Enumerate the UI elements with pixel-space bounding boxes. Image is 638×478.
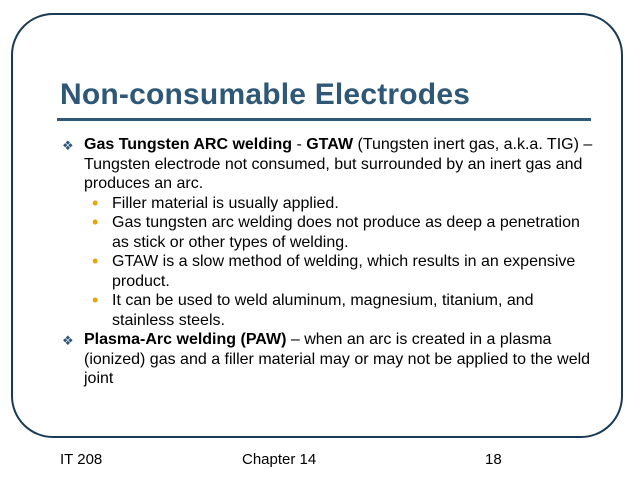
dot-bullet-icon: • [92, 290, 99, 310]
bullet-paw [60, 330, 600, 389]
footer-chapter: Chapter 14 [242, 451, 317, 468]
bullet-gtaw-sep: - [292, 136, 307, 153]
sub-bullet-1 [60, 194, 600, 214]
bullet-gtaw [60, 135, 600, 194]
diamond-bullet-icon: ❖ [62, 138, 74, 153]
dot-bullet-icon: • [92, 212, 99, 232]
footer-page-number: 18 [485, 451, 502, 468]
sub-bullet-3-text: GTAW is a slow method of welding, which results in an expensive product. [112, 253, 576, 290]
bullet-gtaw-abbr: GTAW [306, 136, 354, 153]
slide-content [60, 135, 600, 389]
bullet-paw-text: – when an arc is created in a plasma (ionized) gas and a filler material may or may not be applied to the weld joint [84, 331, 591, 387]
title-underline [57, 118, 591, 121]
sub-bullet-1-text: Filler material is usually applied. [112, 194, 339, 212]
bullet-paw-lead: Plasma-Arc welding (PAW) [84, 331, 287, 348]
bullet-gtaw-lead: Gas Tungsten ARC welding [84, 136, 293, 153]
slide-title: Non-consumable Electrodes [60, 78, 471, 111]
footer-course: IT 208 [60, 451, 103, 468]
sub-bullet-2 [60, 213, 600, 252]
sub-bullet-4-text: It can be used to weld aluminum, magnesium, titanium, and stainless steels. [112, 292, 534, 329]
bullet-gtaw-text: (Tungsten inert gas, a.k.a. TIG) – Tungsten electrode not consumed, but surrounded by an inert gas and produces an arc. [84, 136, 593, 192]
dot-bullet-icon: • [92, 192, 99, 213]
dot-bullet-icon: • [92, 251, 99, 271]
sub-bullet-3 [60, 252, 600, 291]
sub-bullet-2-text: Gas tungsten arc welding does not produce as deep a penetration as stick or other types of welding. [112, 214, 580, 251]
sub-bullet-4 [60, 291, 600, 330]
diamond-bullet-icon: ❖ [62, 333, 74, 348]
